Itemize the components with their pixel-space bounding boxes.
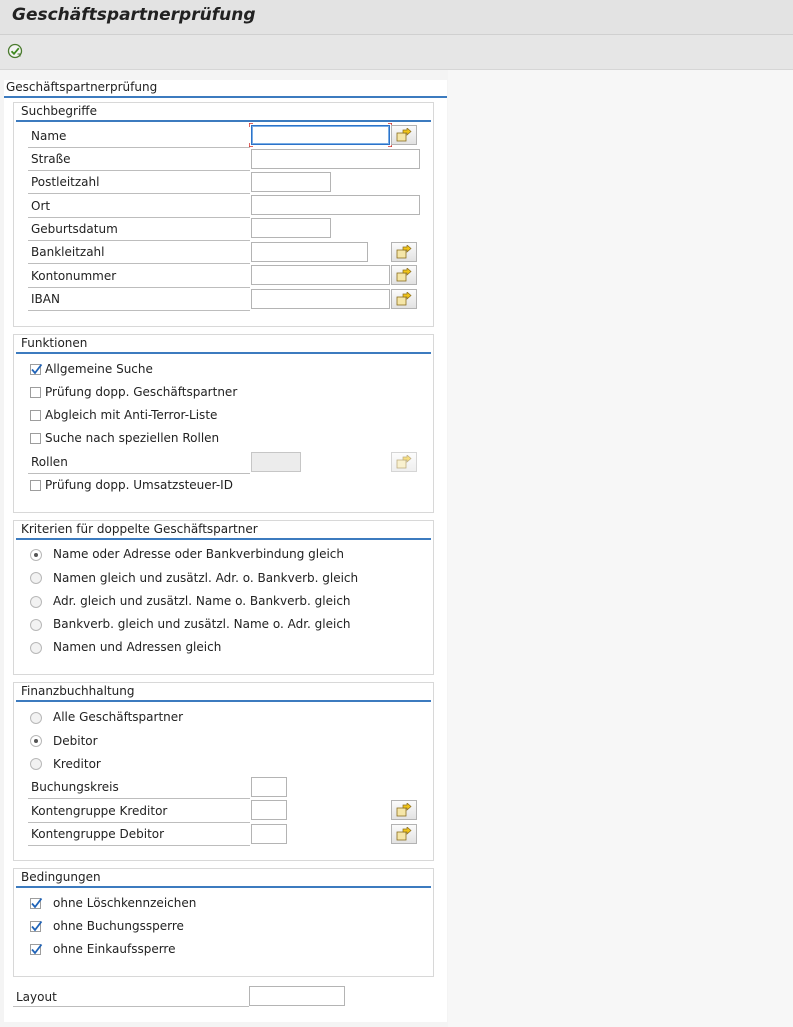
label-underline [28, 287, 250, 288]
pruefung-dopp-label: Prüfung dopp. Geschäftspartner [45, 385, 238, 399]
selection-screen [4, 80, 447, 1022]
bankleitzahl-multiple-selection-button[interactable] [391, 242, 417, 262]
anti-terror-checkbox[interactable] [30, 410, 41, 421]
title-bar [0, 0, 793, 35]
kriterien-option-4-label: Bankverb. gleich und zusätzl. Name o. Adr. gleich [53, 617, 351, 631]
label-underline [28, 310, 250, 311]
kriterien-option-5-label: Namen und Adressen gleich [53, 640, 222, 654]
label-bankleitzahl: Bankleitzahl [31, 245, 105, 259]
kontengruppe-debitor-input[interactable] [251, 824, 287, 844]
label-kontonummer: Kontonummer [31, 269, 117, 283]
kriterien-option-2-label: Namen gleich und zusätzl. Adr. o. Bankverb. gleich [53, 571, 359, 585]
kriterien-option-1-label: Name oder Adresse oder Bankverbindung gleich [53, 547, 345, 561]
rollen-multiple-selection-button[interactable] [391, 452, 417, 472]
finanz-kreditor-radio[interactable] [30, 758, 42, 770]
group-title-kriterien: Kriterien für doppelte Geschäftspartner [21, 522, 258, 536]
label-postleitzahl: Postleitzahl [31, 175, 100, 189]
finanz-alle-label: Alle Geschäftspartner [53, 710, 184, 724]
group-kriterien [13, 520, 434, 675]
main-frame-title: Geschäftspartnerprüfung [6, 80, 158, 94]
checkmark-icon [30, 943, 43, 956]
multiple-selection-icon [396, 128, 412, 142]
kriterien-option-3-label: Adr. gleich und zusätzl. Name o. Bankverb. gleich [53, 594, 351, 608]
kontengruppe-debitor-multiple-selection-button[interactable] [391, 824, 417, 844]
spez-rollen-checkbox[interactable] [30, 433, 41, 444]
iban-multiple-selection-button[interactable] [391, 289, 417, 309]
label-kontengruppe-debitor: Kontengruppe Debitor [31, 827, 165, 841]
group-title-finanzbuchhaltung: Finanzbuchhaltung [21, 684, 135, 698]
kontengruppe-kreditor-multiple-selection-button[interactable] [391, 800, 417, 820]
application-toolbar [0, 35, 793, 70]
multiple-selection-icon [396, 292, 412, 306]
main-frame-line [4, 96, 447, 98]
label-name: Name [31, 129, 67, 143]
label-rollen: Rollen [31, 455, 68, 469]
label-layout: Layout [16, 990, 57, 1004]
iban-input[interactable] [251, 289, 390, 309]
execute-button[interactable] [5, 41, 25, 61]
label-underline [28, 193, 250, 194]
group-title-bedingungen: Bedingungen [21, 870, 101, 884]
checkmark-icon [30, 920, 43, 933]
kriterien-option-2-radio[interactable] [30, 572, 42, 584]
focus-marker [249, 143, 253, 147]
kriterien-option-5-radio[interactable] [30, 642, 42, 654]
strasse-input[interactable] [251, 149, 420, 169]
ohne-buchungssperre-checkbox[interactable] [30, 921, 41, 932]
label-underline [28, 170, 250, 171]
name-multiple-selection-button[interactable] [391, 125, 417, 145]
label-underline [28, 240, 250, 241]
label-underline [28, 822, 250, 823]
execute-icon [7, 43, 23, 59]
label-strasse: Straße [31, 152, 71, 166]
finanz-debitor-label: Debitor [53, 734, 98, 748]
spez-rollen-label: Suche nach speziellen Rollen [45, 431, 220, 445]
multiple-selection-icon [396, 245, 412, 259]
multiple-selection-icon [396, 268, 412, 282]
anti-terror-label: Abgleich mit Anti-Terror-Liste [45, 408, 218, 422]
buchungskreis-input[interactable] [251, 777, 287, 797]
kontonummer-input[interactable] [251, 265, 390, 285]
group-title-suchbegriffe: Suchbegriffe [21, 104, 97, 118]
multiple-selection-icon [396, 455, 412, 469]
ohne-loeschkennzeichen-label: ohne Löschkennzeichen [53, 896, 197, 910]
group-line [16, 700, 431, 702]
bankleitzahl-input[interactable] [251, 242, 368, 262]
layout-input[interactable] [249, 986, 345, 1006]
label-iban: IBAN [31, 292, 60, 306]
label-ort: Ort [31, 199, 51, 213]
ohne-loeschkennzeichen-checkbox[interactable] [30, 898, 41, 909]
kriterien-option-1-radio[interactable] [30, 549, 42, 561]
window-title: Geschäftspartnerprüfung [12, 5, 256, 25]
ust-id-checkbox[interactable] [30, 480, 41, 491]
name-input[interactable] [251, 125, 390, 145]
label-geburtsdatum: Geburtsdatum [31, 222, 118, 236]
label-kontengruppe-kreditor: Kontengruppe Kreditor [31, 804, 168, 818]
checkmark-icon [30, 363, 43, 376]
label-buchungskreis: Buchungskreis [31, 780, 119, 794]
pruefung-dopp-checkbox[interactable] [30, 387, 41, 398]
group-line [16, 352, 431, 354]
group-finanzbuchhaltung [13, 682, 434, 861]
focus-marker [249, 123, 253, 127]
postleitzahl-input[interactable] [251, 172, 331, 192]
kriterien-option-4-radio[interactable] [30, 619, 42, 631]
allgemeine-suche-label: Allgemeine Suche [45, 362, 153, 376]
ust-id-label: Prüfung dopp. Umsatzsteuer-ID [45, 478, 233, 492]
group-line [16, 538, 431, 540]
ohne-buchungssperre-label: ohne Buchungssperre [53, 919, 184, 933]
kontonummer-multiple-selection-button[interactable] [391, 265, 417, 285]
kontengruppe-kreditor-input[interactable] [251, 800, 287, 820]
group-bedingungen [13, 868, 434, 977]
allgemeine-suche-checkbox[interactable] [30, 364, 41, 375]
group-title-funktionen: Funktionen [21, 336, 88, 350]
rollen-input[interactable] [251, 452, 301, 472]
label-underline [13, 1006, 249, 1007]
label-underline [28, 147, 250, 148]
finanz-alle-radio[interactable] [30, 712, 42, 724]
group-funktionen [13, 334, 434, 513]
label-underline [28, 217, 250, 218]
multiple-selection-icon [396, 827, 412, 841]
finanz-debitor-radio[interactable] [30, 735, 42, 747]
label-underline [28, 473, 250, 474]
label-underline [28, 263, 250, 264]
label-underline [28, 845, 250, 846]
kriterien-option-3-radio[interactable] [30, 596, 42, 608]
ohne-einkaufssperre-label: ohne Einkaufssperre [53, 942, 176, 956]
geburtsdatum-input[interactable] [251, 218, 331, 238]
label-underline [28, 798, 250, 799]
group-suchbegriffe [13, 102, 434, 327]
finanz-kreditor-label: Kreditor [53, 757, 101, 771]
ohne-einkaufssperre-checkbox[interactable] [30, 944, 41, 955]
group-line [16, 120, 431, 122]
empty-area [448, 70, 793, 1027]
ort-input[interactable] [251, 195, 420, 215]
group-line [16, 886, 431, 888]
checkmark-icon [30, 897, 43, 910]
multiple-selection-icon [396, 803, 412, 817]
